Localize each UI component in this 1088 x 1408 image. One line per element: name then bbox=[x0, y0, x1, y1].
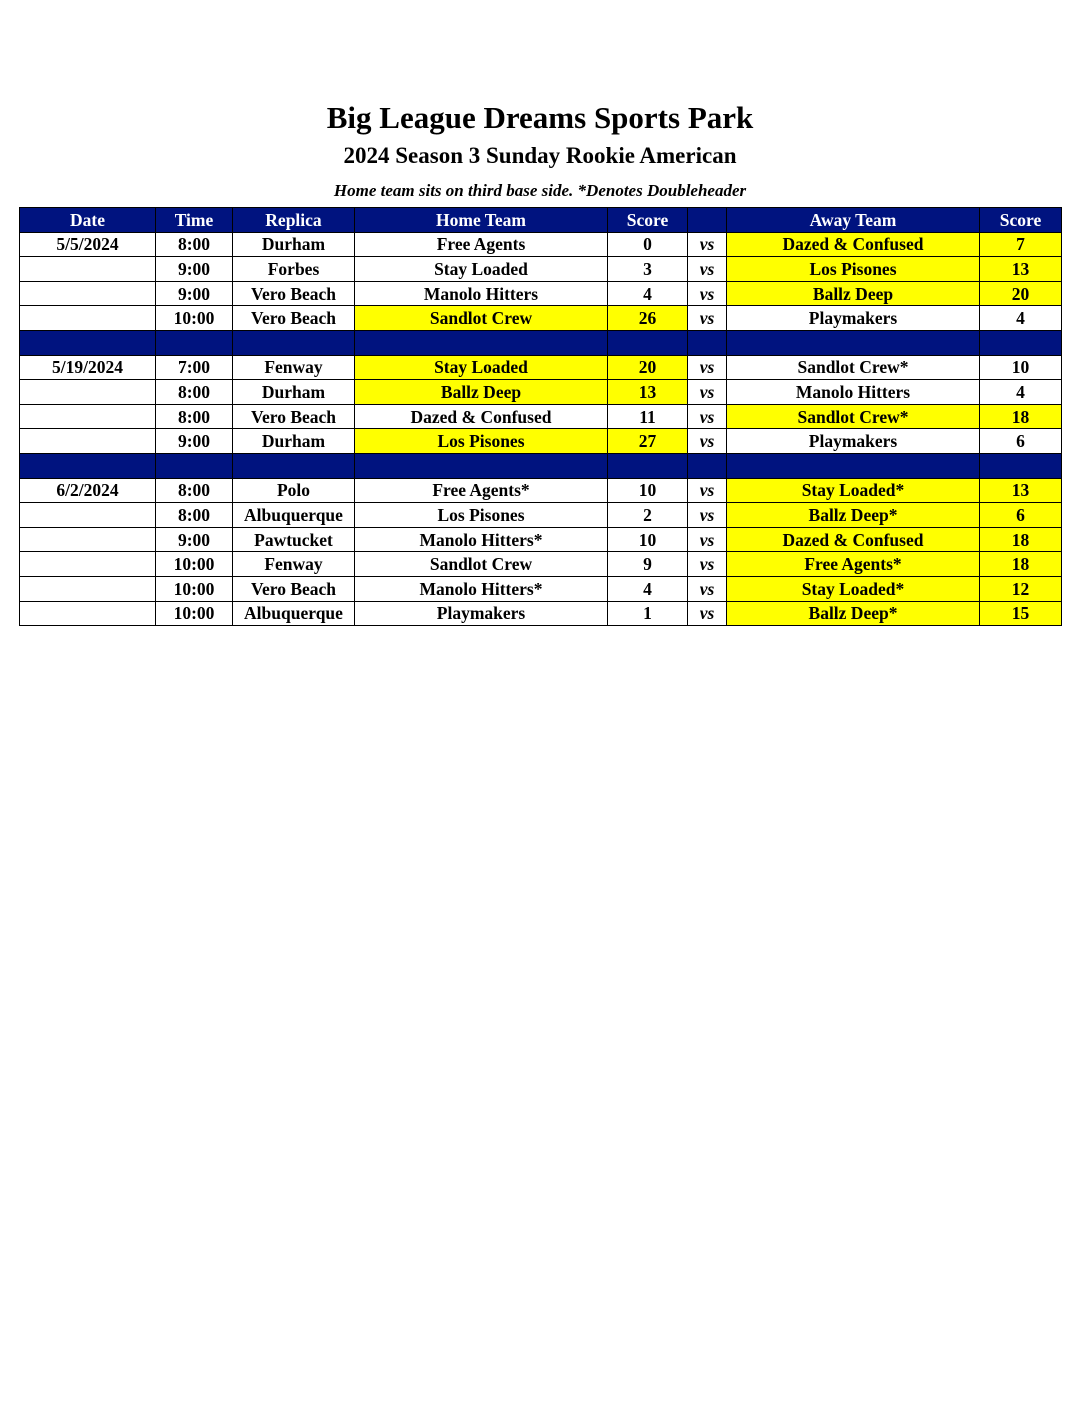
replica-field: Vero Beach bbox=[233, 576, 355, 601]
replica-field: Durham bbox=[233, 380, 355, 405]
home-team: Playmakers bbox=[355, 601, 608, 626]
away-score: 7 bbox=[980, 232, 1062, 257]
table-row bbox=[20, 576, 1062, 601]
game-time: 8:00 bbox=[156, 380, 233, 405]
vs-label: vs bbox=[688, 576, 727, 601]
away-score: 13 bbox=[980, 478, 1062, 503]
away-team: Sandlot Crew* bbox=[727, 355, 980, 380]
away-score: 13 bbox=[980, 257, 1062, 282]
away-score: 6 bbox=[980, 429, 1062, 454]
table-row bbox=[20, 503, 1062, 528]
vs-label: vs bbox=[688, 281, 727, 306]
home-score: 2 bbox=[608, 503, 688, 528]
header-home-team: Home Team bbox=[355, 208, 608, 233]
separator-cell bbox=[688, 453, 727, 478]
home-score: 26 bbox=[608, 306, 688, 331]
away-score: 12 bbox=[980, 576, 1062, 601]
replica-field: Durham bbox=[233, 429, 355, 454]
table-row bbox=[20, 478, 1062, 503]
away-team: Ballz Deep* bbox=[727, 503, 980, 528]
game-time: 10:00 bbox=[156, 306, 233, 331]
header-home-score: Score bbox=[608, 208, 688, 233]
game-time: 9:00 bbox=[156, 257, 233, 282]
vs-label: vs bbox=[688, 232, 727, 257]
home-score: 1 bbox=[608, 601, 688, 626]
separator-cell bbox=[355, 330, 608, 355]
game-date bbox=[20, 429, 156, 454]
table-row bbox=[20, 232, 1062, 257]
game-time: 8:00 bbox=[156, 404, 233, 429]
home-score: 20 bbox=[608, 355, 688, 380]
game-date bbox=[20, 404, 156, 429]
home-team: Sandlot Crew bbox=[355, 306, 608, 331]
vs-label: vs bbox=[688, 355, 727, 380]
game-date bbox=[20, 527, 156, 552]
home-score: 3 bbox=[608, 257, 688, 282]
home-team: Stay Loaded bbox=[355, 257, 608, 282]
separator-cell bbox=[688, 330, 727, 355]
game-date bbox=[20, 601, 156, 626]
separator-cell bbox=[233, 330, 355, 355]
separator-cell bbox=[20, 330, 156, 355]
table-header-row bbox=[20, 208, 1062, 233]
home-score: 13 bbox=[608, 380, 688, 405]
away-team: Dazed & Confused bbox=[727, 527, 980, 552]
away-score: 18 bbox=[980, 404, 1062, 429]
away-team: Ballz Deep bbox=[727, 281, 980, 306]
away-team: Stay Loaded* bbox=[727, 576, 980, 601]
header-time: Time bbox=[156, 208, 233, 233]
home-team: Dazed & Confused bbox=[355, 404, 608, 429]
game-time: 10:00 bbox=[156, 601, 233, 626]
table-row bbox=[20, 281, 1062, 306]
home-team: Free Agents* bbox=[355, 478, 608, 503]
game-time: 9:00 bbox=[156, 429, 233, 454]
away-team: Playmakers bbox=[727, 429, 980, 454]
away-score: 10 bbox=[980, 355, 1062, 380]
replica-field: Fenway bbox=[233, 355, 355, 380]
game-date bbox=[20, 257, 156, 282]
game-time: 9:00 bbox=[156, 281, 233, 306]
game-date bbox=[20, 576, 156, 601]
separator-cell bbox=[355, 453, 608, 478]
separator-cell bbox=[980, 330, 1062, 355]
game-date: 6/2/2024 bbox=[20, 478, 156, 503]
vs-label: vs bbox=[688, 552, 727, 577]
vs-label: vs bbox=[688, 478, 727, 503]
separator-cell bbox=[156, 330, 233, 355]
header-vs bbox=[688, 208, 727, 233]
table-row bbox=[20, 429, 1062, 454]
schedule-note: Home team sits on third base side. *Denotes Doubleheader bbox=[333, 181, 747, 200]
home-team: Ballz Deep bbox=[355, 380, 608, 405]
game-time: 9:00 bbox=[156, 527, 233, 552]
home-score: 4 bbox=[608, 576, 688, 601]
away-team: Stay Loaded* bbox=[727, 478, 980, 503]
game-date: 5/19/2024 bbox=[20, 355, 156, 380]
separator-cell bbox=[233, 453, 355, 478]
game-time: 10:00 bbox=[156, 576, 233, 601]
separator-cell bbox=[727, 330, 980, 355]
home-team: Manolo Hitters* bbox=[355, 527, 608, 552]
away-score: 18 bbox=[980, 552, 1062, 577]
home-score: 10 bbox=[608, 527, 688, 552]
away-score: 15 bbox=[980, 601, 1062, 626]
game-date: 5/5/2024 bbox=[20, 232, 156, 257]
vs-label: vs bbox=[688, 257, 727, 282]
replica-field: Vero Beach bbox=[233, 281, 355, 306]
separator-cell bbox=[980, 453, 1062, 478]
replica-field: Durham bbox=[233, 232, 355, 257]
replica-field: Albuquerque bbox=[233, 601, 355, 626]
game-time: 8:00 bbox=[156, 503, 233, 528]
home-score: 10 bbox=[608, 478, 688, 503]
home-team: Manolo Hitters* bbox=[355, 576, 608, 601]
separator-cell bbox=[20, 453, 156, 478]
home-score: 4 bbox=[608, 281, 688, 306]
game-time: 10:00 bbox=[156, 552, 233, 577]
away-team: Sandlot Crew* bbox=[727, 404, 980, 429]
game-time: 8:00 bbox=[156, 478, 233, 503]
game-date bbox=[20, 380, 156, 405]
table-row bbox=[20, 552, 1062, 577]
game-date bbox=[20, 281, 156, 306]
vs-label: vs bbox=[688, 527, 727, 552]
table-row bbox=[20, 527, 1062, 552]
replica-field: Vero Beach bbox=[233, 404, 355, 429]
away-score: 20 bbox=[980, 281, 1062, 306]
header-replica: Replica bbox=[233, 208, 355, 233]
week-separator-row bbox=[20, 330, 1062, 355]
table-row bbox=[20, 380, 1062, 405]
away-team: Ballz Deep* bbox=[727, 601, 980, 626]
away-score: 4 bbox=[980, 306, 1062, 331]
table-row bbox=[20, 601, 1062, 626]
replica-field: Albuquerque bbox=[233, 503, 355, 528]
table-row bbox=[20, 257, 1062, 282]
vs-label: vs bbox=[688, 601, 727, 626]
game-date bbox=[20, 552, 156, 577]
table-row bbox=[20, 355, 1062, 380]
home-score: 11 bbox=[608, 404, 688, 429]
home-score: 0 bbox=[608, 232, 688, 257]
table-row bbox=[20, 306, 1062, 331]
game-time: 8:00 bbox=[156, 232, 233, 257]
page-subtitle: 2024 Season 3 Sunday Rookie American bbox=[343, 143, 737, 168]
vs-label: vs bbox=[688, 404, 727, 429]
schedule-table bbox=[19, 207, 1062, 626]
away-team: Dazed & Confused bbox=[727, 232, 980, 257]
separator-cell bbox=[608, 453, 688, 478]
table-row bbox=[20, 404, 1062, 429]
week-separator-row bbox=[20, 453, 1062, 478]
replica-field: Pawtucket bbox=[233, 527, 355, 552]
away-score: 4 bbox=[980, 380, 1062, 405]
header-away-score: Score bbox=[980, 208, 1062, 233]
separator-cell bbox=[727, 453, 980, 478]
separator-cell bbox=[156, 453, 233, 478]
home-score: 27 bbox=[608, 429, 688, 454]
home-team: Stay Loaded bbox=[355, 355, 608, 380]
game-date bbox=[20, 306, 156, 331]
game-date bbox=[20, 503, 156, 528]
away-team: Manolo Hitters bbox=[727, 380, 980, 405]
away-team: Playmakers bbox=[727, 306, 980, 331]
header-date: Date bbox=[20, 208, 156, 233]
home-team: Free Agents bbox=[355, 232, 608, 257]
replica-field: Vero Beach bbox=[233, 306, 355, 331]
header-away-team: Away Team bbox=[727, 208, 980, 233]
vs-label: vs bbox=[688, 306, 727, 331]
home-team: Los Pisones bbox=[355, 429, 608, 454]
replica-field: Forbes bbox=[233, 257, 355, 282]
page-title: Big League Dreams Sports Park bbox=[326, 100, 754, 135]
vs-label: vs bbox=[688, 429, 727, 454]
away-team: Free Agents* bbox=[727, 552, 980, 577]
vs-label: vs bbox=[688, 380, 727, 405]
away-score: 6 bbox=[980, 503, 1062, 528]
home-team: Sandlot Crew bbox=[355, 552, 608, 577]
home-score: 9 bbox=[608, 552, 688, 577]
game-time: 7:00 bbox=[156, 355, 233, 380]
separator-cell bbox=[608, 330, 688, 355]
home-team: Los Pisones bbox=[355, 503, 608, 528]
replica-field: Polo bbox=[233, 478, 355, 503]
replica-field: Fenway bbox=[233, 552, 355, 577]
vs-label: vs bbox=[688, 503, 727, 528]
away-score: 18 bbox=[980, 527, 1062, 552]
home-team: Manolo Hitters bbox=[355, 281, 608, 306]
away-team: Los Pisones bbox=[727, 257, 980, 282]
